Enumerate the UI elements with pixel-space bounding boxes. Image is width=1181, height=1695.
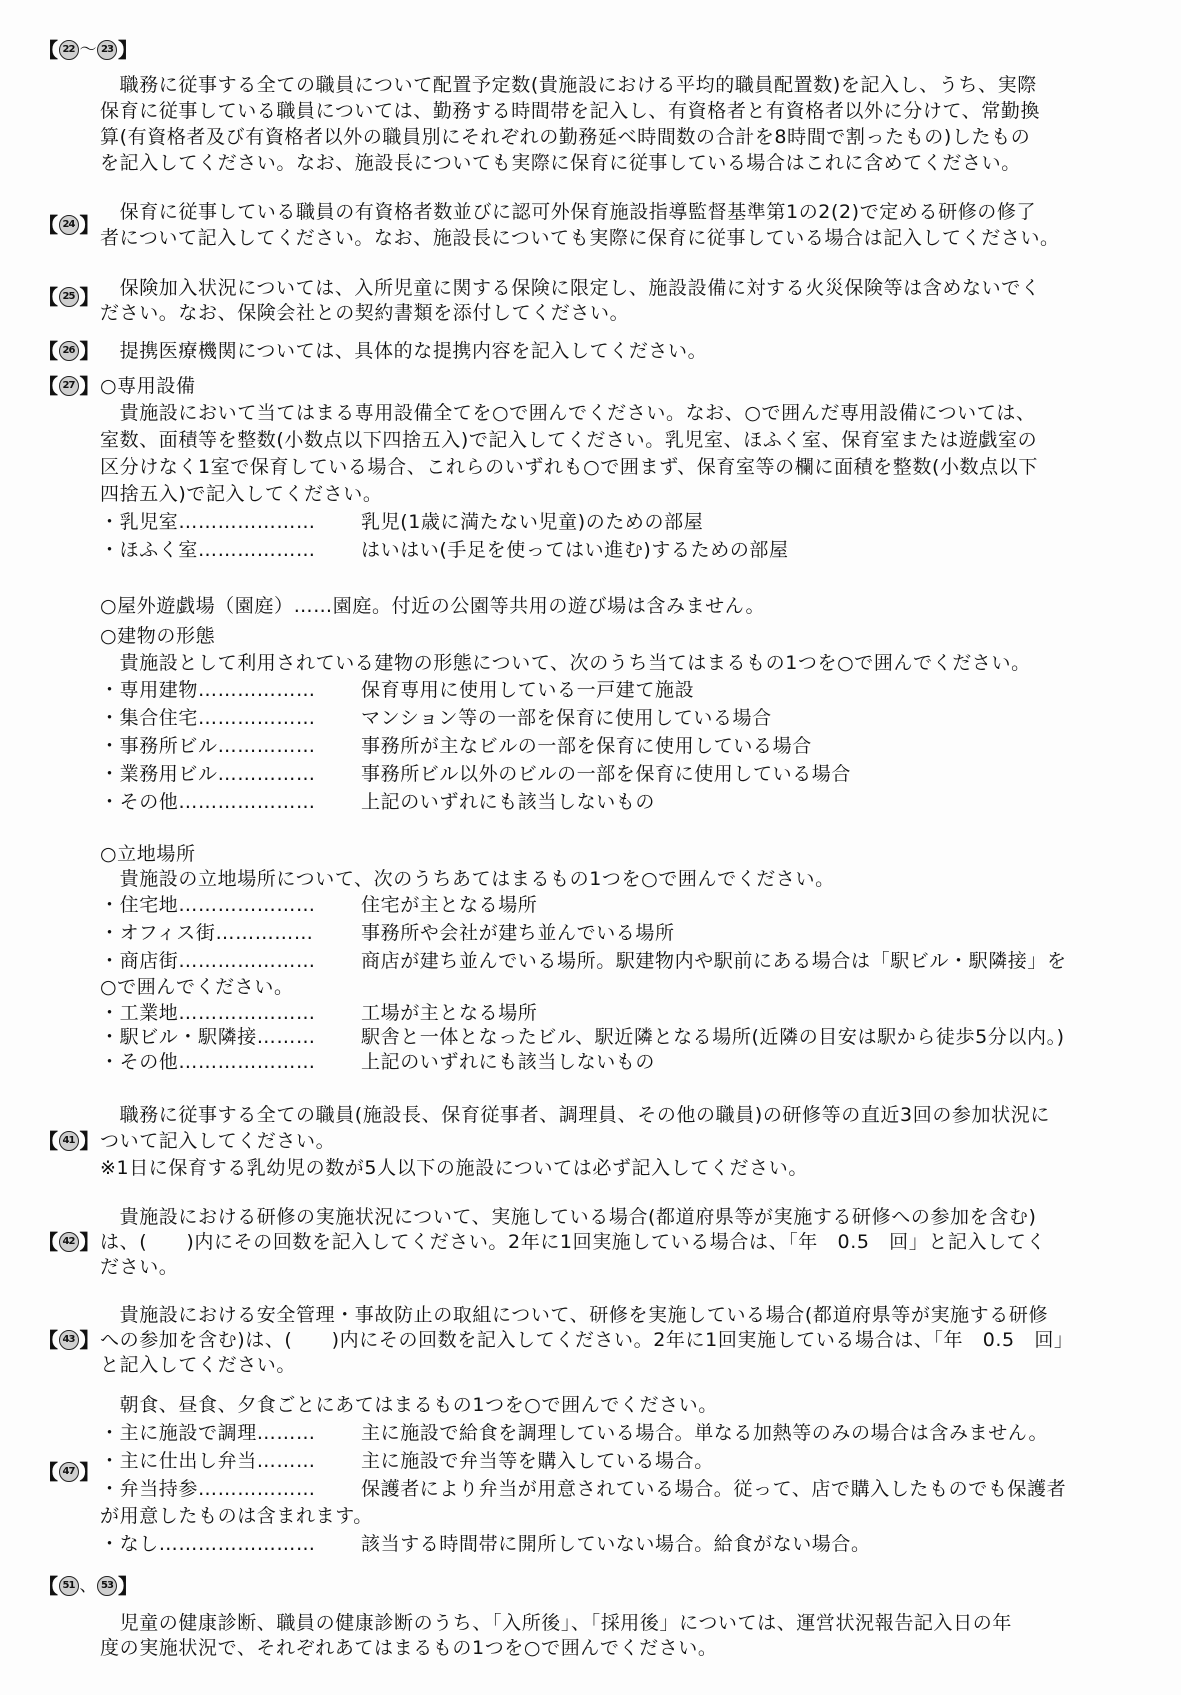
subsection-heading: ○立地場所 [100, 843, 196, 865]
paragraph-line: 貴施設における安全管理・事故防止の取組について、研修を実施している場合(都道府県等が実施する研修 [100, 1304, 1049, 1326]
paragraph-line: 保険加入状況については、入所児童に関する保険に限定し、施設設備に対する火災保険等は含めないでく [100, 277, 1041, 299]
definition-desc: 事務所が主なビルの一部を保育に使用している場合 [361, 735, 812, 757]
definition-item: ・商店街………………… [100, 950, 316, 972]
paragraph-line: 四捨五入)で記入してください。 [100, 483, 383, 505]
circled-number: 47 [59, 1462, 79, 1482]
definition-desc: 事務所ビル以外のビルの一部を保育に使用している場合 [361, 763, 852, 785]
paragraph-line: への参加を含む)は、( )内にその回数を記入してください。2年に1回実施している場合は、「年 0.5 回」 [100, 1329, 1074, 1351]
paragraph-line: 貴施設において当てはまる専用設備全てを○で囲んでください。なお、○で囲んだ専用設備については、 [100, 402, 1036, 424]
paragraph-line: 児童の健康診断、職員の健康診断のうち、「入所後」、「採用後」については、運営状況報告記入日の年 [100, 1612, 1012, 1634]
section-label-47: 【 47 】 [38, 1460, 99, 1484]
subsection-heading: ○建物の形態 [100, 625, 216, 647]
definition-item: ・駅ビル・駅隣接……… [100, 1026, 316, 1048]
definition-continuation: が用意したものは含まれます。 [100, 1505, 373, 1527]
paragraph-line: 室数、面積等を整数(小数点以下四捨五入)で記入してください。乳児室、ほふく室、保育室または遊戯室の [100, 429, 1038, 451]
definition-item: ・ほふく室……………… [100, 539, 316, 561]
definition-desc: 保育専用に使用している一戸建て施設 [361, 679, 695, 701]
circled-number: 51 [59, 1576, 79, 1596]
definition-desc: 該当する時間帯に開所していない場合。給食がない場合。 [361, 1533, 871, 1555]
circled-number: 25 [59, 287, 79, 307]
paragraph-line: を記入してください。なお、施設長についても実際に保育に従事している場合はこれに含めてください。 [100, 152, 1021, 174]
definition-item: ・弁当持参……………… [100, 1478, 316, 1500]
definition-desc: 商店が建ち並んでいる場所。駅建物内や駅前にある場合は「駅ビル・駅隣接」を [361, 950, 1067, 972]
definition-desc: はいはい(手足を使ってはい進む)するための部屋 [361, 539, 789, 561]
paragraph-line: 職務に従事する全ての職員(施設長、保育従事者、調理員、その他の職員)の研修等の直近3回の参加状況に [100, 1104, 1050, 1126]
definition-desc: 住宅が主となる場所 [361, 894, 538, 916]
section-label-24: 【 24 】 [38, 213, 99, 237]
circled-number: 24 [59, 215, 79, 235]
paragraph-line: 度の実施状況で、それぞれあてはまるもの1つを○で囲んでください。 [100, 1637, 718, 1659]
definition-item: ・業務用ビル…………… [100, 763, 316, 785]
definition-item: ・主に施設で調理……… [100, 1422, 316, 1444]
circled-number: 41 [59, 1131, 79, 1151]
section-label-27: 【 27 】 [38, 374, 99, 398]
circled-number: 26 [59, 341, 79, 361]
circled-number: 42 [59, 1232, 79, 1252]
definition-item: ・専用建物……………… [100, 679, 316, 701]
circled-number: 22 [59, 40, 79, 60]
definition-item: ・なし…………………… [100, 1533, 316, 1555]
paragraph-line: 貴施設として利用されている建物の形態について、次のうち当てはまるもの1つを○で囲んでください。 [100, 652, 1031, 674]
definition-desc: マンション等の一部を保育に使用している場合 [361, 707, 772, 729]
section-label-42: 【 42 】 [38, 1230, 99, 1254]
paragraph-line: ださい。なお、保険会社との契約書類を添付してください。 [100, 302, 630, 324]
definition-desc: 主に施設で弁当等を購入している場合。 [361, 1450, 714, 1472]
definition-continuation: ○で囲んでください。 [100, 976, 294, 998]
paragraph-line: 貴施設における研修の実施状況について、実施している場合(都道府県等が実施する研修への参加を含む) [100, 1206, 1037, 1228]
definition-desc: 駅舎と一体となったビル、駅近隣となる場所(近隣の目安は駅から徒歩5分以内。) [361, 1026, 1065, 1048]
circled-number: 53 [97, 1576, 117, 1596]
definition-item: ・主に仕出し弁当……… [100, 1450, 316, 1472]
paragraph-line: 区分けなく1室で保育している場合、これらのいずれも○で囲まず、保育室等の欄に面積を整数(小数点以下 [100, 456, 1038, 478]
paragraph-line: 朝食、昼食、夕食ごとにあてはまるもの1つを○で囲んでください。 [100, 1394, 718, 1416]
section-label-41: 【 41 】 [38, 1129, 99, 1153]
definition-desc: 乳児(1歳に満たない児童)のための部屋 [361, 511, 704, 533]
definition-item: ・オフィス街…………… [100, 922, 314, 944]
circled-number: 43 [59, 1330, 79, 1350]
definition-item: ・その他………………… [100, 791, 316, 813]
definition-item: ・住宅地………………… [100, 894, 316, 916]
paragraph-line: 保育に従事している職員については、勤務する時間帯を記入し、有資格者と有資格者以外に分けて、常勤換 [100, 100, 1041, 122]
definition-desc: 主に施設で給食を調理している場合。単なる加熱等のみの場合は含みません。 [361, 1422, 1049, 1444]
definition-item: ・工業地………………… [100, 1002, 316, 1024]
outdoor-playground-note: ○屋外遊戯場（園庭）……園庭。付近の公園等共用の遊び場は含みません。 [100, 595, 766, 617]
definition-item: ・事務所ビル…………… [100, 735, 316, 757]
section-label-25: 【 25 】 [38, 285, 99, 309]
section-label-26: 【 26 】 [38, 339, 99, 363]
paragraph-line: 提携医療機関については、具体的な提携内容を記入してください。 [100, 340, 708, 362]
definition-item: ・集合住宅……………… [100, 707, 316, 729]
paragraph-line: 算(有資格者及び有資格者以外の職員別にそれぞれの勤務延べ時間数の合計を8時間で割ったもの)したもの [100, 126, 1031, 148]
paragraph-line: 職務に従事する全ての職員について配置予定数(貴施設における平均的職員配置数)を記入し、うち、実際 [100, 74, 1037, 96]
note-line: ※1日に保育する乳幼児の数が5人以下の施設については必ず記入してください。 [100, 1157, 808, 1179]
definition-desc: 上記のいずれにも該当しないもの [361, 791, 656, 813]
section-label-51-53: 【 51 、 53 】 [38, 1574, 138, 1598]
paragraph-line: 保育に従事している職員の有資格者数並びに認可外保育施設指導監督基準第1の2(2)で定める研修の修了 [100, 201, 1037, 223]
paragraph-line: と記入してください。 [100, 1354, 297, 1376]
paragraph-line: は、( )内にその回数を記入してください。2年に1回実施している場合は、「年 0.5 回」と記入してく [100, 1231, 1046, 1253]
section-label-43: 【 43 】 [38, 1328, 99, 1352]
definition-desc: 保護者により弁当が用意されている場合。従って、店で購入したものでも保護者 [361, 1478, 1067, 1500]
paragraph-line: ついて記入してください。 [100, 1130, 336, 1152]
definition-desc: 工場が主となる場所 [361, 1002, 538, 1024]
definition-item: ・その他………………… [100, 1051, 316, 1073]
paragraph-line: ださい。 [100, 1256, 179, 1278]
definition-desc: 事務所や会社が建ち並んでいる場所 [361, 922, 675, 944]
section-label-22-23: 【 22 ～ 23 】 [38, 38, 138, 62]
paragraph-line: 者について記入してください。なお、施設長についても実際に保育に従事している場合は記入してください。 [100, 227, 1060, 249]
definition-desc: 上記のいずれにも該当しないもの [361, 1051, 656, 1073]
definition-item: ・乳児室………………… [100, 511, 316, 533]
circled-number: 27 [59, 376, 79, 396]
paragraph-line: 貴施設の立地場所について、次のうちあてはまるもの1つを○で囲んでください。 [100, 868, 835, 890]
circled-number: 23 [97, 40, 117, 60]
subsection-heading: ○専用設備 [100, 375, 196, 397]
